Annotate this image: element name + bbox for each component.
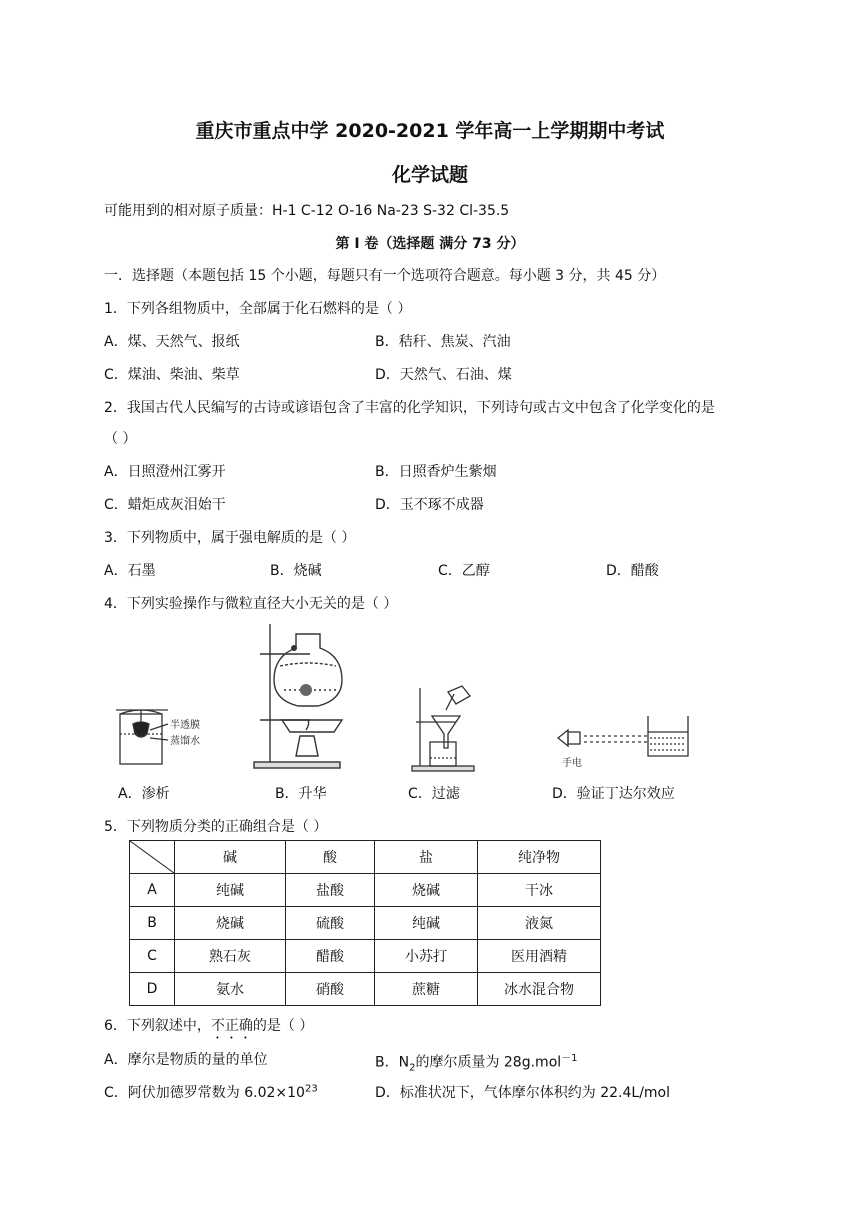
atomic-masses: 可能用到的相对原子质量：H-1 C-12 O-16 Na-23 S-32 Cl-35.5	[104, 203, 510, 219]
q5-stem: 5．下列物质分类的正确组合是（ ）	[104, 819, 328, 835]
table-cell: 氨水	[175, 973, 286, 1006]
q6-c-superscript: 23	[304, 1083, 318, 1095]
q2-option-b: B．日照香炉生紫烟	[375, 464, 497, 480]
table-header-cell: 盐	[375, 841, 478, 874]
part-intro: 一．选择题（本题包括 15 个小题，每题只有一个选项符合题意。每小题 3 分，共 45 分）	[104, 268, 666, 284]
q6-option-c	[104, 1082, 318, 1102]
q4-option-b: B．升华	[275, 786, 327, 802]
q3-option-b: B．烧碱	[270, 563, 322, 579]
q3-option-d: D．醋酸	[606, 563, 659, 579]
q4-option-a: A．渗析	[118, 786, 170, 802]
q2-stem-paren: （ ）	[104, 431, 137, 447]
distilled-water-label: 蒸馏水	[170, 736, 200, 747]
flashlight-label: 手电	[562, 758, 582, 769]
q6-option-d: D．标准状况下，气体摩尔体积约为 22.4L/mol	[375, 1085, 671, 1101]
table-cell: 纯碱	[375, 907, 478, 940]
tyndall-figure	[552, 708, 700, 770]
table-header-cell: 纯净物	[478, 841, 601, 874]
q2-option-a: A．日照澄州江雾开	[104, 464, 226, 480]
q2-option-c: C．蜡炬成灰泪始干	[104, 497, 226, 513]
table-cell: 医用酒精	[478, 940, 601, 973]
table-cell: 液氮	[478, 907, 601, 940]
table-cell: 醋酸	[286, 940, 375, 973]
table-header-cell: 碱	[175, 841, 286, 874]
table-cell: 烧碱	[375, 874, 478, 907]
q6-b-text: B．N	[375, 1054, 410, 1071]
membrane-label: 半透膜	[170, 720, 200, 731]
q1-option-c: C．煤油、柴油、柴草	[104, 367, 240, 383]
diagonal-line	[130, 841, 174, 873]
table-cell: A	[130, 874, 175, 907]
table-row	[130, 907, 601, 940]
q3-option-a: A．石墨	[104, 563, 156, 579]
table-cell: 烧碱	[175, 907, 286, 940]
table-cell: B	[130, 907, 175, 940]
q6-option-b	[375, 1049, 578, 1073]
q6-c-text: C．阿伏加德罗常数为 6.02×10	[104, 1085, 305, 1101]
q6-b-superscript: －1	[561, 1053, 578, 1064]
table-row	[130, 874, 601, 907]
q1-option-a: A．煤、天然气、报纸	[104, 334, 240, 350]
table-cell: 小苏打	[375, 940, 478, 973]
table-cell: 冰水混合物	[478, 973, 601, 1006]
q2-stem: 2．我国古代人民编写的古诗或谚语包含了丰富的化学知识，下列诗句或古文中包含了化学变化的是	[104, 400, 715, 416]
table-cell: 干冰	[478, 874, 601, 907]
table-row	[130, 940, 601, 973]
classification-table	[129, 840, 601, 1006]
q1-stem: 1．下列各组物质中，全部属于化石燃料的是（ ）	[104, 301, 412, 317]
dialysis-figure	[112, 700, 217, 770]
table-header-cell: 酸	[286, 841, 375, 874]
q1-option-d: D．天然气、石油、煤	[375, 367, 512, 383]
q4-option-d: D．验证丁达尔效应	[552, 786, 675, 802]
q6-stem-post: 的是（ ）	[252, 1018, 314, 1034]
table-cell: C	[130, 940, 175, 973]
page-subtitle: 化学试题	[391, 164, 468, 186]
q3-option-c: C．乙醇	[438, 563, 490, 579]
q1-option-b: B．秸秆、焦炭、汽油	[375, 334, 511, 350]
table-cell: 硫酸	[286, 907, 375, 940]
q6-option-a: A．摩尔是物质的量的单位	[104, 1052, 268, 1068]
table-corner-cell	[130, 841, 175, 874]
table-cell: 纯碱	[175, 874, 286, 907]
sublimation-figure	[248, 620, 348, 772]
page-title: 重庆市重点中学 2020-2021 学年高一上学期期中考试	[195, 120, 665, 142]
q6-stem-emphasis: 不正确	[210, 1018, 253, 1034]
q2-option-d: D．玉不琢不成器	[375, 497, 484, 513]
table-cell: D	[130, 973, 175, 1006]
table-header-row	[130, 841, 601, 874]
table-cell: 盐酸	[286, 874, 375, 907]
section-header: 第 I 卷（选择题 满分 73 分）	[335, 236, 525, 252]
table-cell: 熟石灰	[175, 940, 286, 973]
q4-option-c: C．过滤	[408, 786, 460, 802]
table-cell: 硝酸	[286, 973, 375, 1006]
table-row	[130, 973, 601, 1006]
q3-stem: 3．下列物质中，属于强电解质的是（ ）	[104, 530, 356, 546]
q4-stem: 4．下列实验操作与微粒直径大小无关的是（ ）	[104, 596, 398, 612]
q6-b-text-2: 的摩尔质量为 28g.mol	[415, 1054, 562, 1071]
q6-stem-pre: 6．下列叙述中，	[104, 1018, 211, 1034]
q6-stem	[104, 1015, 313, 1042]
filtration-figure	[410, 680, 480, 772]
q6-b-subscript: 2	[409, 1062, 416, 1074]
table-cell: 蔗糖	[375, 973, 478, 1006]
